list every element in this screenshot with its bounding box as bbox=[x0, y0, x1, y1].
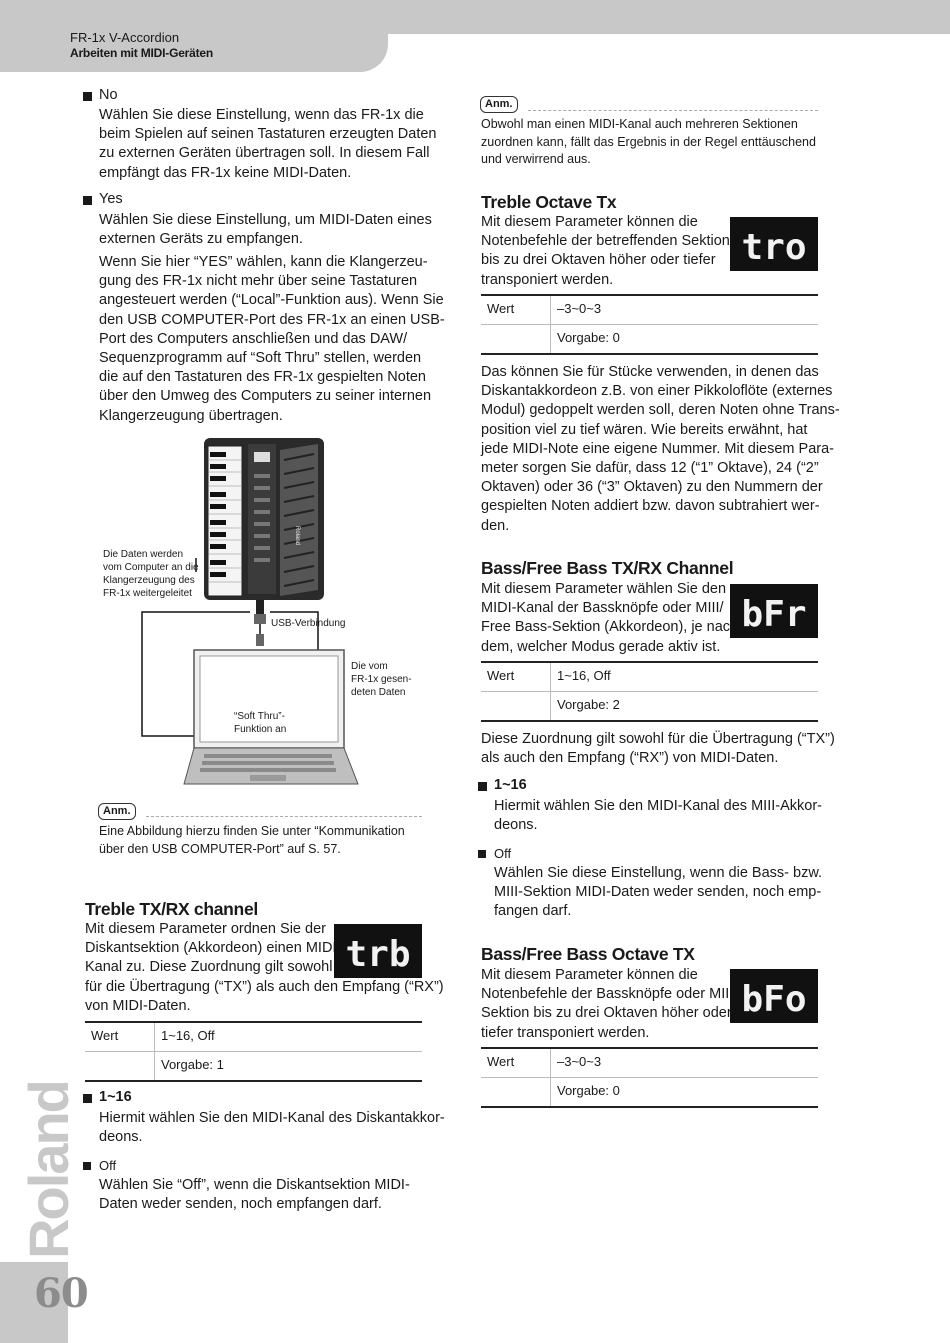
diagram-label-computer: Die Daten werden vom Computer an die Klangerzeugung des FR-1x weitergeleitet bbox=[103, 549, 199, 599]
lcd-display-bfo bbox=[730, 969, 818, 1023]
option-1-16-text: Hiermit wählen Sie den MIDI-Kanal des Diskantakkor- deons. bbox=[99, 1110, 445, 1146]
section-heading-treble-txrx: Treble TX/RX channel bbox=[85, 899, 258, 919]
option-off-text: Wählen Sie “Off”, wenn die Diskantsektion MIDI- Daten weder senden, noch empfangen darf. bbox=[99, 1177, 410, 1213]
option-no-label: No bbox=[99, 87, 118, 103]
lcd-display-tro bbox=[730, 217, 818, 271]
page-number: 60 bbox=[34, 1270, 88, 1317]
table-header-value: Wert bbox=[481, 1049, 551, 1077]
table-value-range: –3~0~3 bbox=[557, 1054, 602, 1069]
bullet-icon bbox=[83, 1162, 91, 1170]
table-value-range: –3~0~3 bbox=[557, 301, 602, 316]
table-default: Vorgabe: 0 bbox=[557, 1083, 620, 1098]
note-marker: Anm. bbox=[480, 96, 518, 113]
table-value-range: 1~16, Off bbox=[557, 668, 611, 683]
option-off-text: Wählen Sie diese Einstellung, wenn die Bass- bzw. MIII-Sektion MIDI-Daten weder senden, noch emp- fangen darf. bbox=[494, 865, 823, 920]
bullet-icon bbox=[83, 196, 92, 205]
bullet-icon bbox=[83, 1094, 92, 1103]
option-1-16-label: 1~16 bbox=[99, 1089, 132, 1105]
header-subtitle: Arbeiten mit MIDI-Geräten bbox=[70, 46, 214, 60]
bullet-icon bbox=[83, 92, 92, 101]
value-table bbox=[481, 661, 818, 722]
treble-octave-text: Mit diesem Parameter können die Notenbefehle der betreffenden Sektion bis zu drei Oktaven höher oder tiefer transponiert werden. bbox=[481, 214, 730, 288]
treble-txrx-text: Mit diesem Parameter ordnen Sie der Diskantsektion (Akkordeon) einen MIDI- Kanal zu. Diese Zuordnung gilt sowohl für die Übertragung (“TX”) als auch den Empfang (“RX”) von MIDI-Daten. bbox=[85, 921, 444, 1014]
usb-connection-diagram bbox=[100, 430, 420, 790]
roland-logo: Roland bbox=[17, 1081, 80, 1259]
bullet-icon bbox=[478, 782, 487, 791]
option-1-16-text: Hiermit wählen Sie den MIDI-Kanal des MIII-Akkor- deons. bbox=[494, 798, 822, 834]
diagram-label-sent-data: Die vom FR-1x gesen- deten Daten bbox=[351, 661, 412, 698]
option-off-label: Off bbox=[99, 1158, 117, 1173]
option-no-text: Wählen Sie diese Einstellung, wenn das FR-1x die beim Spielen auf seinen Tastaturen erzeugten Daten zu externen Geräten übertragen soll. In diesem Fall empfängt das FR-1x keine MIDI-Daten. bbox=[99, 107, 437, 181]
table-header-value: Wert bbox=[85, 1023, 155, 1051]
value-table bbox=[85, 1021, 422, 1082]
table-default: Vorgabe: 1 bbox=[161, 1057, 224, 1072]
accordion-illustration bbox=[204, 438, 324, 646]
table-header-value: Wert bbox=[481, 296, 551, 324]
device-brand: Roland bbox=[294, 526, 300, 546]
section-heading-bass-channel: Bass/Free Bass TX/RX Channel bbox=[481, 558, 734, 578]
svg-text:bFo: bFo bbox=[741, 979, 807, 1020]
header-tab bbox=[0, 0, 388, 72]
option-1-16-label: 1~16 bbox=[494, 777, 527, 793]
svg-text:tro: tro bbox=[741, 227, 807, 268]
diagram-label-soft-thru: “Soft Thru”- Funktion an bbox=[234, 711, 287, 735]
lcd-display-trb bbox=[334, 924, 422, 978]
section-heading-bass-octave: Bass/Free Bass Octave TX bbox=[481, 944, 695, 964]
header-title: FR-1x V-Accordion bbox=[70, 30, 180, 45]
svg-text:trb: trb bbox=[345, 934, 411, 975]
section-heading-treble-octave: Treble Octave Tx bbox=[481, 192, 617, 212]
note-marker: Anm. bbox=[98, 803, 136, 820]
option-yes-label: Yes bbox=[99, 191, 123, 207]
table-header-value: Wert bbox=[481, 663, 551, 691]
table-default: Vorgabe: 2 bbox=[557, 697, 620, 712]
note-divider bbox=[146, 816, 422, 817]
note-text: Eine Abbildung hierzu finden Sie unter “Kommunikation über den USB COMPUTER-Port” auf S. 57. bbox=[99, 824, 405, 856]
note-text: Obwohl man einen MIDI-Kanal auch mehreren Sektionen zuordnen kann, fällt das Ergebnis in der Regel enttäuschend und verwirrend aus. bbox=[481, 117, 816, 166]
bass-octave-text: Mit diesem Parameter können die Notenbefehle der Bassknöpfe oder MIII- Sektion bis zu drei Oktaven höher oder tiefer transponiert werden. bbox=[481, 967, 739, 1041]
option-off-label: Off bbox=[494, 846, 512, 861]
option-yes-text: Wählen Sie diese Einstellung, um MIDI-Daten eines externen Geräts zu empfangen. bbox=[99, 212, 432, 248]
table-value-range: 1~16, Off bbox=[161, 1028, 215, 1043]
value-table bbox=[481, 1047, 818, 1108]
diagram-label-usb: USB-Verbindung bbox=[271, 618, 346, 629]
table-default: Vorgabe: 0 bbox=[557, 330, 620, 345]
note-divider bbox=[528, 110, 818, 111]
header-band bbox=[388, 0, 950, 34]
lcd-display-bfr bbox=[730, 584, 818, 638]
svg-text:bFr: bFr bbox=[741, 594, 807, 635]
bullet-icon bbox=[478, 850, 486, 858]
bass-channel-text: Mit diesem Parameter wählen Sie den MIDI-Kanal der Bassknöpfe oder MIII/ Free Bass-Sektion (Akkordeon), je nach- dem, welcher Modus gerade aktiv ist. bbox=[481, 581, 743, 655]
bass-channel-paragraph: Diese Zuordnung gilt sowohl für die Übertragung (“TX”) als auch den Empfang (“RX”) von MIDI-Daten. bbox=[481, 731, 835, 767]
value-table bbox=[481, 294, 818, 355]
treble-octave-paragraph: Das können Sie für Stücke verwenden, in denen das Diskantakkordeon z.B. von einer Pikkoloflöte (externes Modul) gedoppelt werden soll, deren Noten ohne Trans- position viel zu tief wären. Wie bereits erwähnt, hat jede MIDI-Note eine eigene Nummer. Mit diesem Para- meter sorgen Sie dafür, dass 12 (“1” Oktave), 24 (“2” Oktaven) oder 36 (“3” Oktaven) zu den Nummern der gespielten Noten addiert bzw. davon subtrahiert wer- den. bbox=[481, 364, 840, 534]
option-yes-paragraph: Wenn Sie hier “YES” wählen, kann die Klangerzeu- gung des FR-1x nicht mehr über seine Tastaturen angesteuert werden (“Local”-Funktion aus). Wenn Sie den USB COMPUTER-Port des FR-1x an einen USB- Port des Computers anschließen und das DAW/ Sequenzprogramm auf “Soft Thru” stellen, werden die auf den Tastaturen des FR-1x gespielten Noten über den Umweg des Computers zu seiner internen Klangerzeugung übertragen. bbox=[99, 254, 445, 424]
